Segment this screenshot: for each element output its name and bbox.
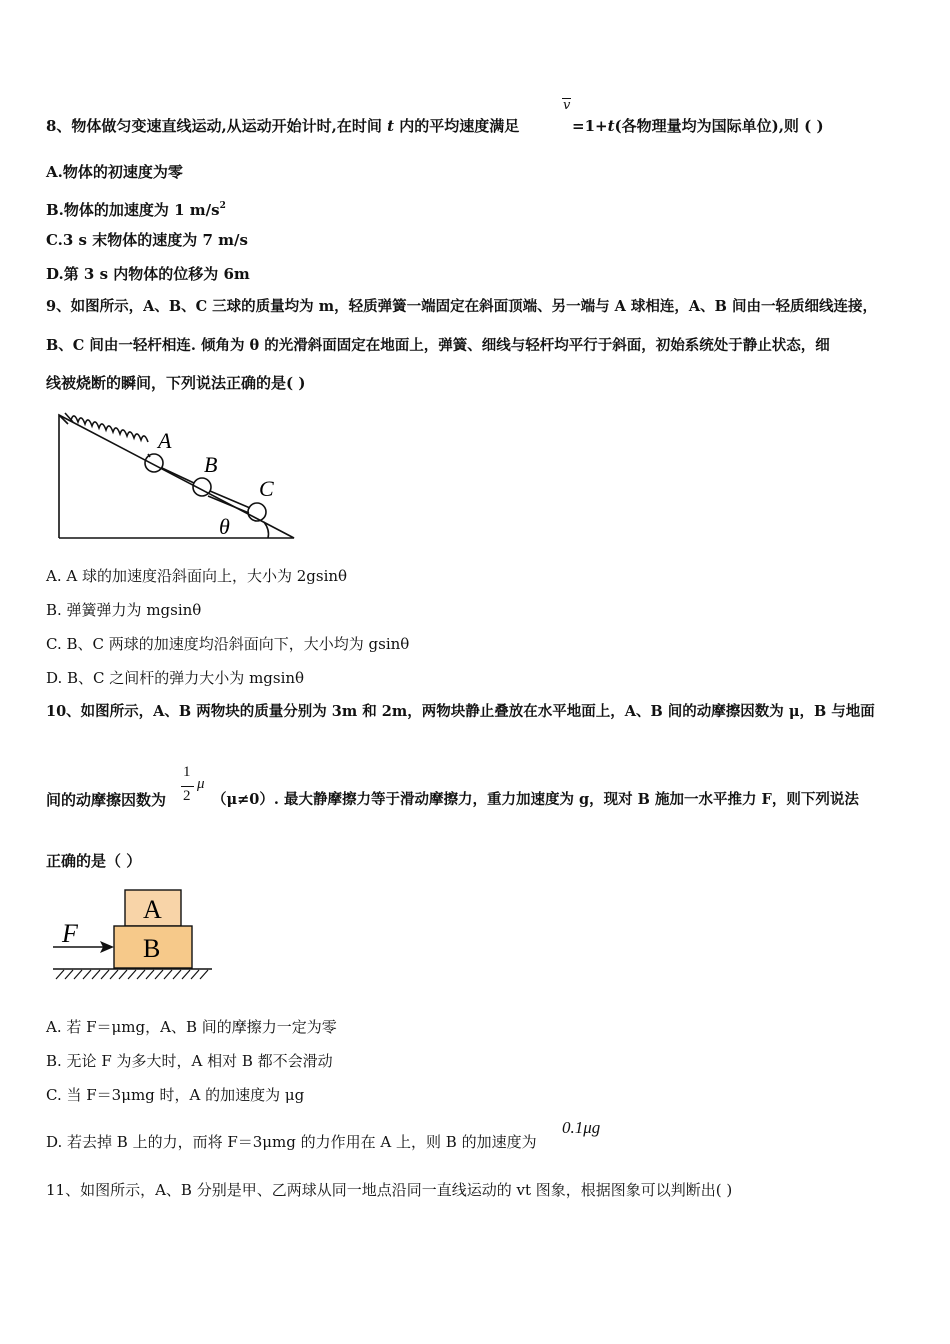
q10-fraction-mu: μ [197,776,205,792]
q8-option-d: D.第 3 s 内物体的位移为 6m [46,265,250,283]
q10-option-b: B. 无论 F 为多大时，A 相对 B 都不会滑动 [46,1052,333,1070]
q10-fraction-bar [181,786,194,787]
label-c: C [259,476,274,501]
q11-stem: 11、如图所示，A、B 分别是甲、乙两球从同一地点沿同一直线运动的 vt 图象，根据图象可以判断出( ) [46,1181,733,1199]
q9-incline-figure [54,410,299,545]
q9-stem-line3: 线被烧断的瞬间，下列说法正确的是( ) [46,374,306,392]
q10-fraction-denominator: 2 [183,788,191,804]
thread [162,468,194,483]
label-a: A [158,428,172,453]
block-a-label: A [143,895,162,924]
q8-option-a: A.物体的初速度为零 [46,163,183,181]
q9-option-d: D. B、C 之间杆的弹力大小为 mgsinθ [46,669,305,687]
ground-hatching [56,970,208,979]
force-label: F [62,919,78,948]
q10-stem-line1: 10、如图所示，A、B 两物块的质量分别为 3m 和 2m，两物块静止叠放在水平地面上，A、B 间的动摩擦因数为 μ，B 与地面 [46,703,875,720]
q10-option-d: D. 若去掉 B 上的力，而将 F＝3μmg 的力作用在 A 上，则 B 的加速度为 [46,1133,537,1151]
q10-stem-line2a: 间的动摩擦因数为 [46,791,167,809]
q9-option-c: C. B、C 两球的加速度均沿斜面向下，大小均为 gsinθ [46,635,410,653]
q8-v-bar: v [563,98,571,113]
q10-blocks-figure [50,885,220,985]
q10-fraction-numerator: 1 [183,764,191,780]
q9-option-a: A. A 球的加速度沿斜面向上，大小为 2gsinθ [46,567,348,585]
label-b: B [204,452,218,477]
q10-option-a: A. 若 F＝μmg，A、B 间的摩擦力一定为零 [46,1018,337,1036]
q8-option-c: C.3 s 末物体的速度为 7 m/s [46,231,248,249]
q10-stem-line3: 正确的是（ ） [46,852,142,870]
q10-stem-line2b: （μ≠0）. 最大静摩擦力等于滑动摩擦力，重力加速度为 g，现对 B 施加一水平推力 F，则下列说法 [212,791,859,808]
q9-stem-line2: B、C 间由一轻杆相连. 倾角为 θ 的光滑斜面固定在地面上，弹簧、细线与轻杆均平行于斜面，初始系统处于静止状态，细 [46,337,830,354]
q8-option-b: B.物体的加速度为 1 $m/s^2$ [46,201,226,219]
label-theta: θ [219,514,230,539]
spring [71,416,148,442]
block-b-label: B [143,934,161,963]
q10-option-c: C. 当 F＝3μmg 时，A 的加速度为 μg [46,1086,305,1104]
q9-stem-line1: 9、如图所示，A、B、C 三球的质量均为 m，轻质弹簧一端固定在斜面顶端、另一端与 A 球相连，A、B 间由一轻质细线连接， [46,298,877,315]
q10-option-d-value: 0.1μg [562,1118,601,1137]
q8-stem-end: =1+t(各物理量均为国际单位),则 ( ) [572,117,824,135]
q8-stem: 8、物体做匀变速直线运动,从运动开始计时,在时间 t 内的平均速度满足 [46,117,520,135]
q9-option-b: B. 弹簧弹力为 mgsinθ [46,601,202,619]
ball-a [145,454,163,472]
